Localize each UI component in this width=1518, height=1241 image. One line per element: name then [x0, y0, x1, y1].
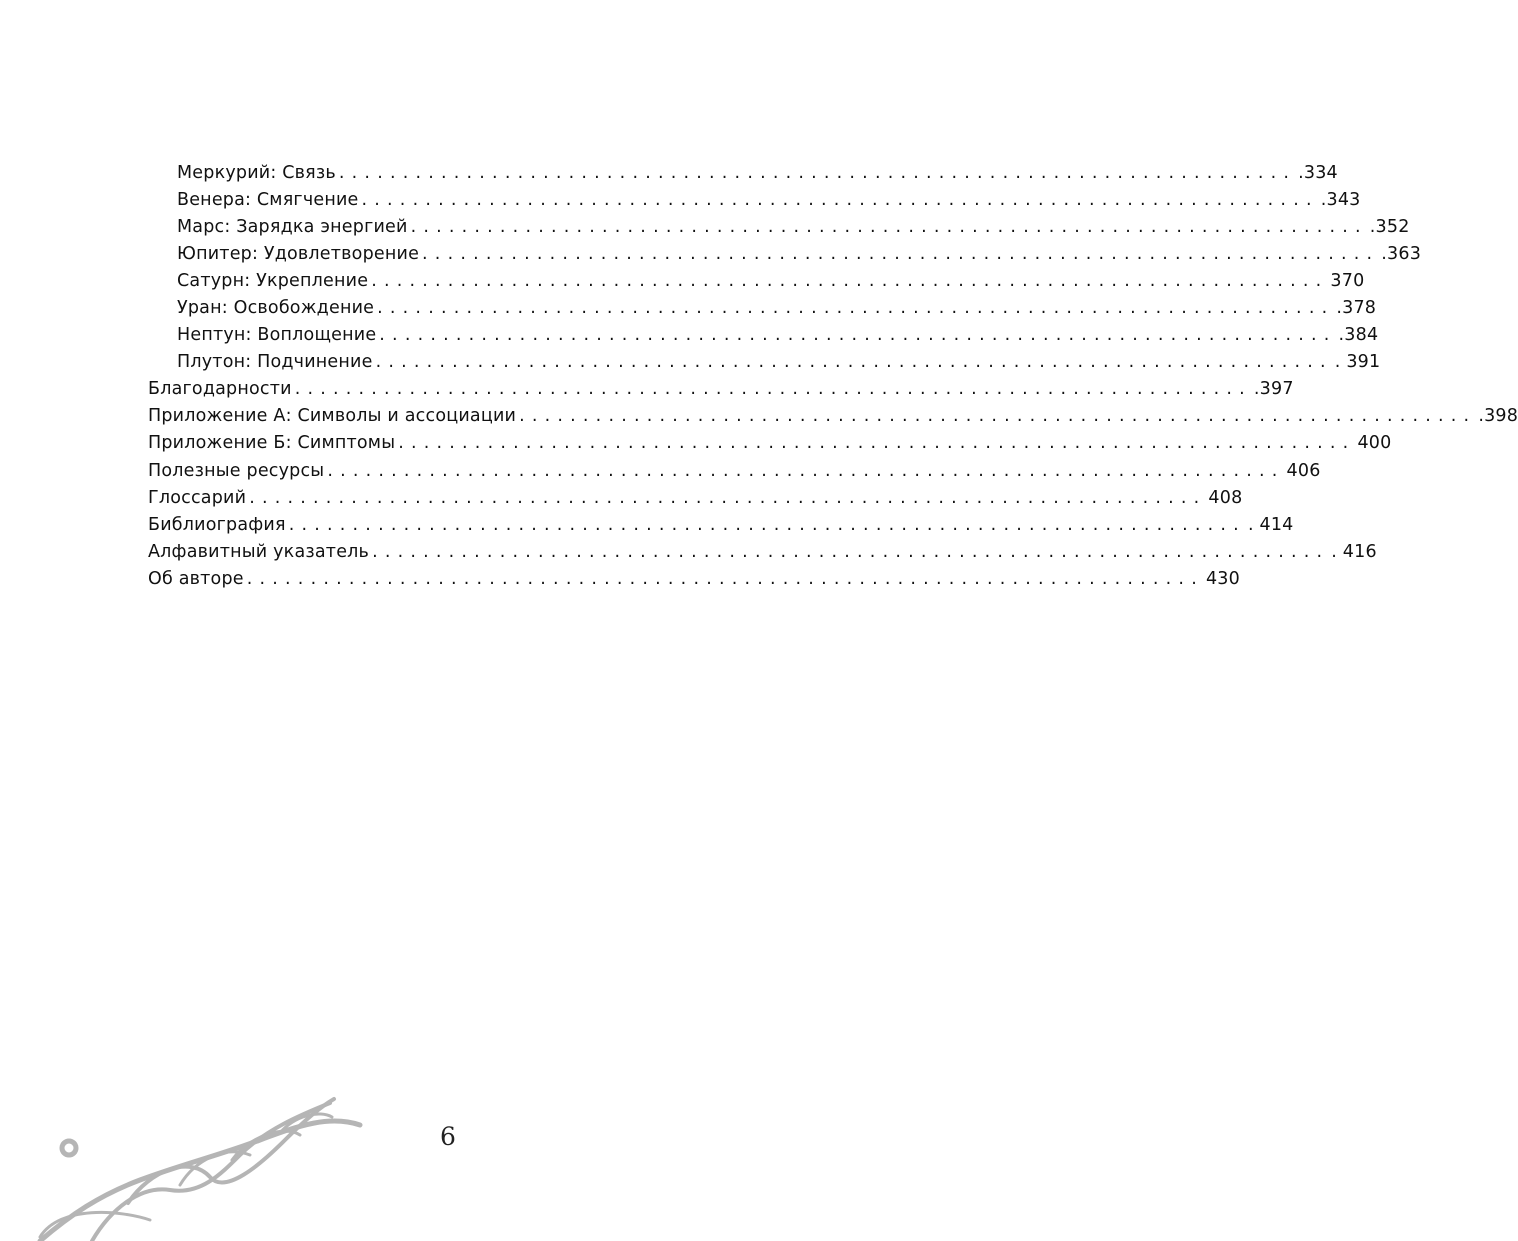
- toc-entry-page: .343: [1320, 190, 1361, 210]
- toc-dot-leader: ...........................................................................: [361, 189, 1319, 210]
- toc-entry-page: .397: [1253, 379, 1294, 399]
- toc-entry-page: 430: [1205, 569, 1240, 589]
- toc-entry-page: . 414: [1247, 515, 1294, 535]
- toc-entry-title: Глоссарий: [148, 488, 249, 508]
- toc-entry[interactable]: [148, 454, 1321, 481]
- toc-entry[interactable]: [148, 508, 1294, 535]
- toc-entry-title: Алфавитный указатель: [148, 542, 372, 562]
- toc-entry[interactable]: [148, 535, 1377, 562]
- toc-entry-page: .398: [1478, 406, 1518, 426]
- toc-entry-title: Меркурий: Связь: [177, 163, 339, 183]
- toc-entry[interactable]: [177, 183, 1361, 210]
- toc-entry-title: Уран: Освобождение: [177, 298, 377, 318]
- toc-entry-page: .334: [1298, 163, 1338, 183]
- toc-entry[interactable]: [148, 481, 1243, 508]
- toc-dot-leader: ...........................................................................: [410, 216, 1368, 237]
- toc-dot-leader: ...........................................................................: [422, 243, 1380, 264]
- toc-entry-page: 408: [1208, 488, 1243, 508]
- toc-entry-page: .363: [1381, 244, 1422, 264]
- toc-entry-page: .378: [1336, 298, 1377, 318]
- toc-entry[interactable]: [148, 399, 1518, 426]
- toc-entry-title: Плутон: Подчинение: [177, 352, 376, 372]
- toc-entry[interactable]: [177, 318, 1379, 345]
- toc-entry-page: .352: [1369, 217, 1410, 237]
- toc-entry-title: Нептун: Воплощение: [177, 325, 379, 345]
- toc-entry[interactable]: [177, 210, 1410, 237]
- toc-entry[interactable]: [148, 562, 1240, 589]
- toc-entry-title: Благодарности: [148, 379, 295, 399]
- toc-entry-title: Полезные ресурсы: [148, 461, 327, 481]
- toc-dot-leader: ...........................................................................: [398, 432, 1356, 453]
- toc-entry[interactable]: [177, 264, 1365, 291]
- toc-dot-leader: ...........................................................................: [519, 405, 1477, 426]
- toc-dot-leader: ...........................................................................: [375, 351, 1333, 372]
- toc-entry-title: Сатурн: Укрепление: [177, 271, 371, 291]
- toc-entry-page: . 416: [1331, 542, 1377, 562]
- toc-entry-page: 406: [1286, 461, 1321, 481]
- toc-entry-title: Об авторе: [148, 569, 247, 589]
- toc-entry-title: Приложение А: Символы и ассоциации: [148, 406, 519, 426]
- toc-dot-leader: ...........................................................................: [288, 514, 1246, 535]
- vine-swirl-icon: [0, 1085, 380, 1241]
- toc-dot-leader: ...........................................................................: [379, 324, 1337, 345]
- toc-entry[interactable]: [177, 237, 1422, 264]
- toc-entry[interactable]: [148, 426, 1392, 453]
- toc-dot-leader: ...........................................................................: [338, 162, 1297, 183]
- toc-entry[interactable]: [148, 372, 1294, 399]
- toc-dot-leader: ...........................................................................: [249, 487, 1207, 508]
- toc-entry[interactable]: [177, 345, 1381, 372]
- toc-dot-leader: ...........................................................................: [327, 460, 1285, 481]
- toc-dot-leader: ...........................................................................: [246, 568, 1204, 589]
- toc-entry-page: 400: [1357, 433, 1392, 453]
- page-number: 6: [440, 1122, 456, 1151]
- toc-entry-title: Юпитер: Удовлетворение: [177, 244, 422, 264]
- toc-entry-title: Венера: Смягчение: [177, 190, 362, 210]
- toc-dot-leader: ...........................................................................: [372, 541, 1330, 562]
- toc-entry-page: . 391: [1334, 352, 1381, 372]
- toc-entry[interactable]: [177, 156, 1338, 183]
- toc-entry-title: Марс: Зарядка энергией: [177, 217, 411, 237]
- toc-dot-leader: ...........................................................................: [294, 378, 1252, 399]
- toc-dot-leader: ...........................................................................: [377, 297, 1335, 318]
- toc-entry-page: 370: [1330, 271, 1365, 291]
- toc-entry[interactable]: [177, 291, 1377, 318]
- toc-dot-leader: ...........................................................................: [371, 270, 1329, 291]
- toc-entry-title: Библиография: [148, 515, 289, 535]
- toc-entry-page: .384: [1338, 325, 1379, 345]
- toc-entry-title: Приложение Б: Симптомы: [148, 433, 398, 453]
